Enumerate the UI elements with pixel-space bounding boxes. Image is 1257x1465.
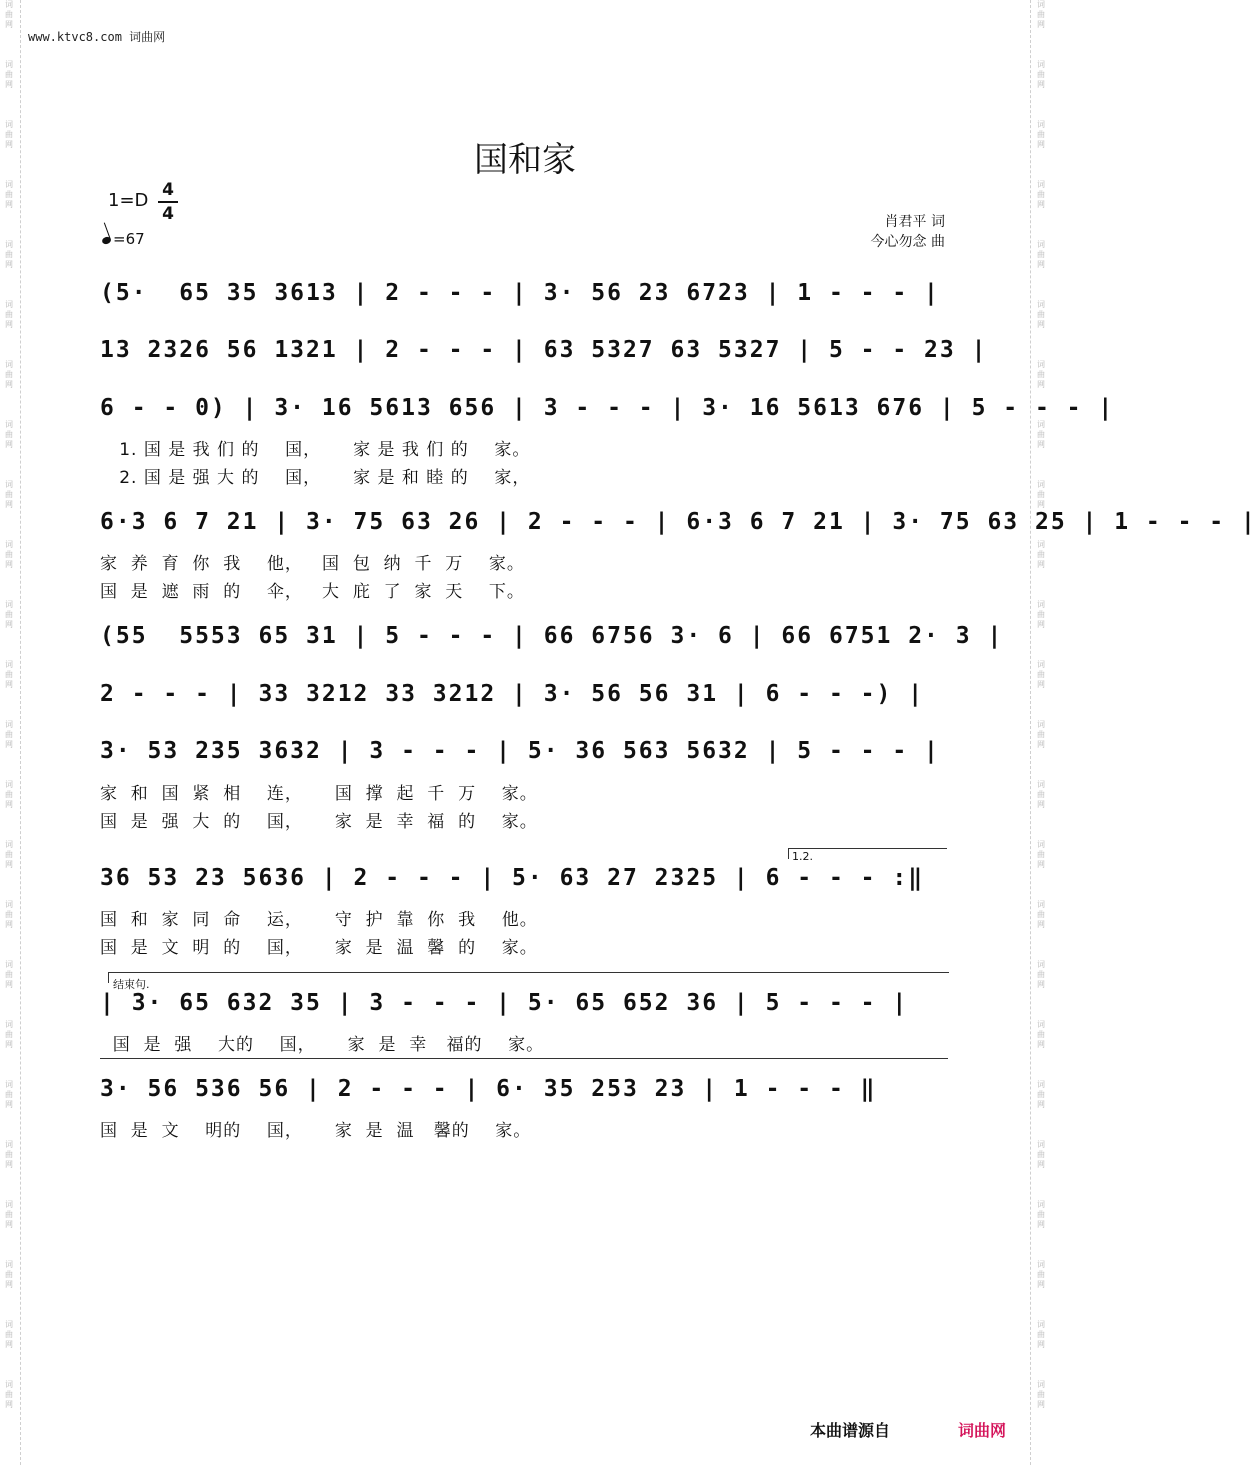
watermark-text: 词 曲 网 [1037,660,1045,689]
score-row: 6·3 6 7 21 | 3· 75 63 26 | 2 - - - | 6·3 6 7 21 | 3· 75 63 25 | 1 - - - | [100,509,1257,535]
lyric-line: 国 是 文 明的 国， 家 是 温 馨的 家。 [100,1121,532,1141]
watermark-text: 词 曲 网 [5,120,13,149]
watermark-text: 词 曲 网 [1037,1260,1045,1289]
watermark-text: 词 曲 网 [5,660,13,689]
watermark-text: 词 曲 网 [5,0,13,29]
watermark-text: 词 曲 网 [5,1200,13,1229]
watermark-text: 词 曲 网 [5,1380,13,1409]
lyric-line: 国 和 家 同 命 运， 守 护 靠 你 我 他。 [100,910,538,930]
watermark-text: 词 曲 网 [5,360,13,389]
watermark-text: 词 曲 网 [1037,1140,1045,1169]
right-dashed-border [1030,0,1031,1465]
watermark-text: 词 曲 网 [1037,840,1045,869]
score-row: 36 53 23 5636 | 2 - - - | 5· 63 27 2325 | 6 - - - :‖ [100,865,925,891]
divider-line [100,1058,948,1059]
score-row: 3· 53 235 3632 | 3 - - - | 5· 36 563 5632 | 5 - - - | [100,738,940,764]
volta-label: 1.2. [792,850,813,863]
watermark-text: 词 曲 网 [5,300,13,329]
footer-source-label: 本曲谱源自 [810,1421,891,1440]
score-row: 6 - - 0) | 3· 16 5613 656 | 3 - - - | 3· 16 5613 676 | 5 - - - | [100,395,1115,421]
watermark-text: 词 曲 网 [5,60,13,89]
watermark-text: 词 曲 网 [5,420,13,449]
coda-label: 结束句. [113,978,150,991]
site-url: www.ktvc8.com 词曲网 [28,30,166,44]
watermark-text: 词 曲 网 [1037,960,1045,989]
right-watermark-column [1034,0,1048,1465]
coda-bracket [108,972,949,983]
watermark-text: 词 曲 网 [1037,180,1045,209]
watermark-text: 词 曲 网 [5,540,13,569]
lyric-line: 国 是 强 大的 国， 家 是 幸 福的 家。 [100,1035,545,1055]
footer-site-link[interactable]: 词曲网 [958,1421,1007,1440]
score-row: (55 5553 65 31 | 5 - - - | 66 6756 3· 6 | 66 6751 2· 3 | [100,623,1004,649]
lyric-line: 国 是 遮 雨 的 伞， 大 庇 了 家 天 下。 [100,582,525,602]
watermark-text: 词 曲 网 [5,180,13,209]
watermark-text: 词 曲 网 [5,1320,13,1349]
score-row: 13 2326 56 1321 | 2 - - - | 63 5327 63 5327 | 5 - - 23 | [100,337,988,363]
watermark-text: 词 曲 网 [1037,720,1045,749]
left-dashed-border [20,0,21,1465]
watermark-text: 词 曲 网 [1037,1320,1045,1349]
watermark-text: 词 曲 网 [5,840,13,869]
watermark-text: 词 曲 网 [5,600,13,629]
watermark-text: 词 曲 网 [1037,1020,1045,1049]
lyric-line: 家 和 国 紧 相 连， 国 撑 起 千 万 家。 [100,784,538,804]
watermark-text: 词 曲 网 [1037,0,1045,29]
watermark-text: 词 曲 网 [5,480,13,509]
lyric-line: 国 是 文 明 的 国， 家 是 温 馨 的 家。 [100,938,538,958]
watermark-text: 词 曲 网 [1037,60,1045,89]
time-top: 4 [162,180,174,200]
watermark-text: 词 曲 网 [5,780,13,809]
time-divider [158,201,178,203]
watermark-text: 词 曲 网 [5,720,13,749]
quarter-note-icon [101,236,112,246]
watermark-text: 词 曲 网 [5,1260,13,1289]
lyric-line: 1. 国 是 我 们 的 国， 家 是 我 们 的 家。 [100,440,531,460]
watermark-text: 词 曲 网 [1037,120,1045,149]
watermark-text: 词 曲 网 [1037,1080,1045,1109]
song-title: 国和家 [474,140,576,180]
lyric-line: 家 养 育 你 我 他， 国 包 纳 千 万 家。 [100,554,525,574]
lyric-line: 2. 国 是 强 大 的 国， 家 是 和 睦 的 家， [100,468,531,488]
watermark-text: 词 曲 网 [5,240,13,269]
tempo-marking [102,230,145,248]
score-row: (5· 65 35 3613 | 2 - - - | 3· 56 23 6723 | 1 - - - | [100,280,940,306]
left-watermark-column [2,0,16,1465]
watermark-text: 词 曲 网 [1037,1200,1045,1229]
watermark-text: 词 曲 网 [1037,480,1045,509]
watermark-text: 词 曲 网 [1037,420,1045,449]
lyricist: 肖君平 词 [884,214,945,230]
watermark-text: 词 曲 网 [5,1020,13,1049]
watermark-text: 词 曲 网 [5,900,13,929]
watermark-text: 词 曲 网 [1037,1380,1045,1409]
watermark-text: 词 曲 网 [5,1080,13,1109]
time-bottom: 4 [162,204,174,224]
watermark-text: 词 曲 网 [1037,600,1045,629]
watermark-text: 词 曲 网 [5,960,13,989]
watermark-text: 词 曲 网 [1037,300,1045,329]
watermark-text: 词 曲 网 [1037,780,1045,809]
score-row: | 3· 65 632 35 | 3 - - - | 5· 65 652 36 | 5 - - - | [100,990,909,1016]
watermark-text: 词 曲 网 [1037,360,1045,389]
lyric-line: 国 是 强 大 的 国， 家 是 幸 福 的 家。 [100,812,538,832]
watermark-text: 词 曲 网 [1037,240,1045,269]
score-row: 2 - - - | 33 3212 33 3212 | 3· 56 56 31 | 6 - - -) | [100,681,925,707]
watermark-text: 词 曲 网 [1037,900,1045,929]
time-signature [158,180,178,224]
watermark-text: 词 曲 网 [5,1140,13,1169]
score-row: 3· 56 536 56 | 2 - - - | 6· 35 253 23 | 1 - - - ‖ [100,1076,877,1102]
watermark-text: 词 曲 网 [1037,540,1045,569]
credits [871,212,945,252]
key-signature: 1=D [108,190,149,211]
tempo-value: =67 [113,230,145,248]
composer: 今心勿念 曲 [870,234,945,250]
